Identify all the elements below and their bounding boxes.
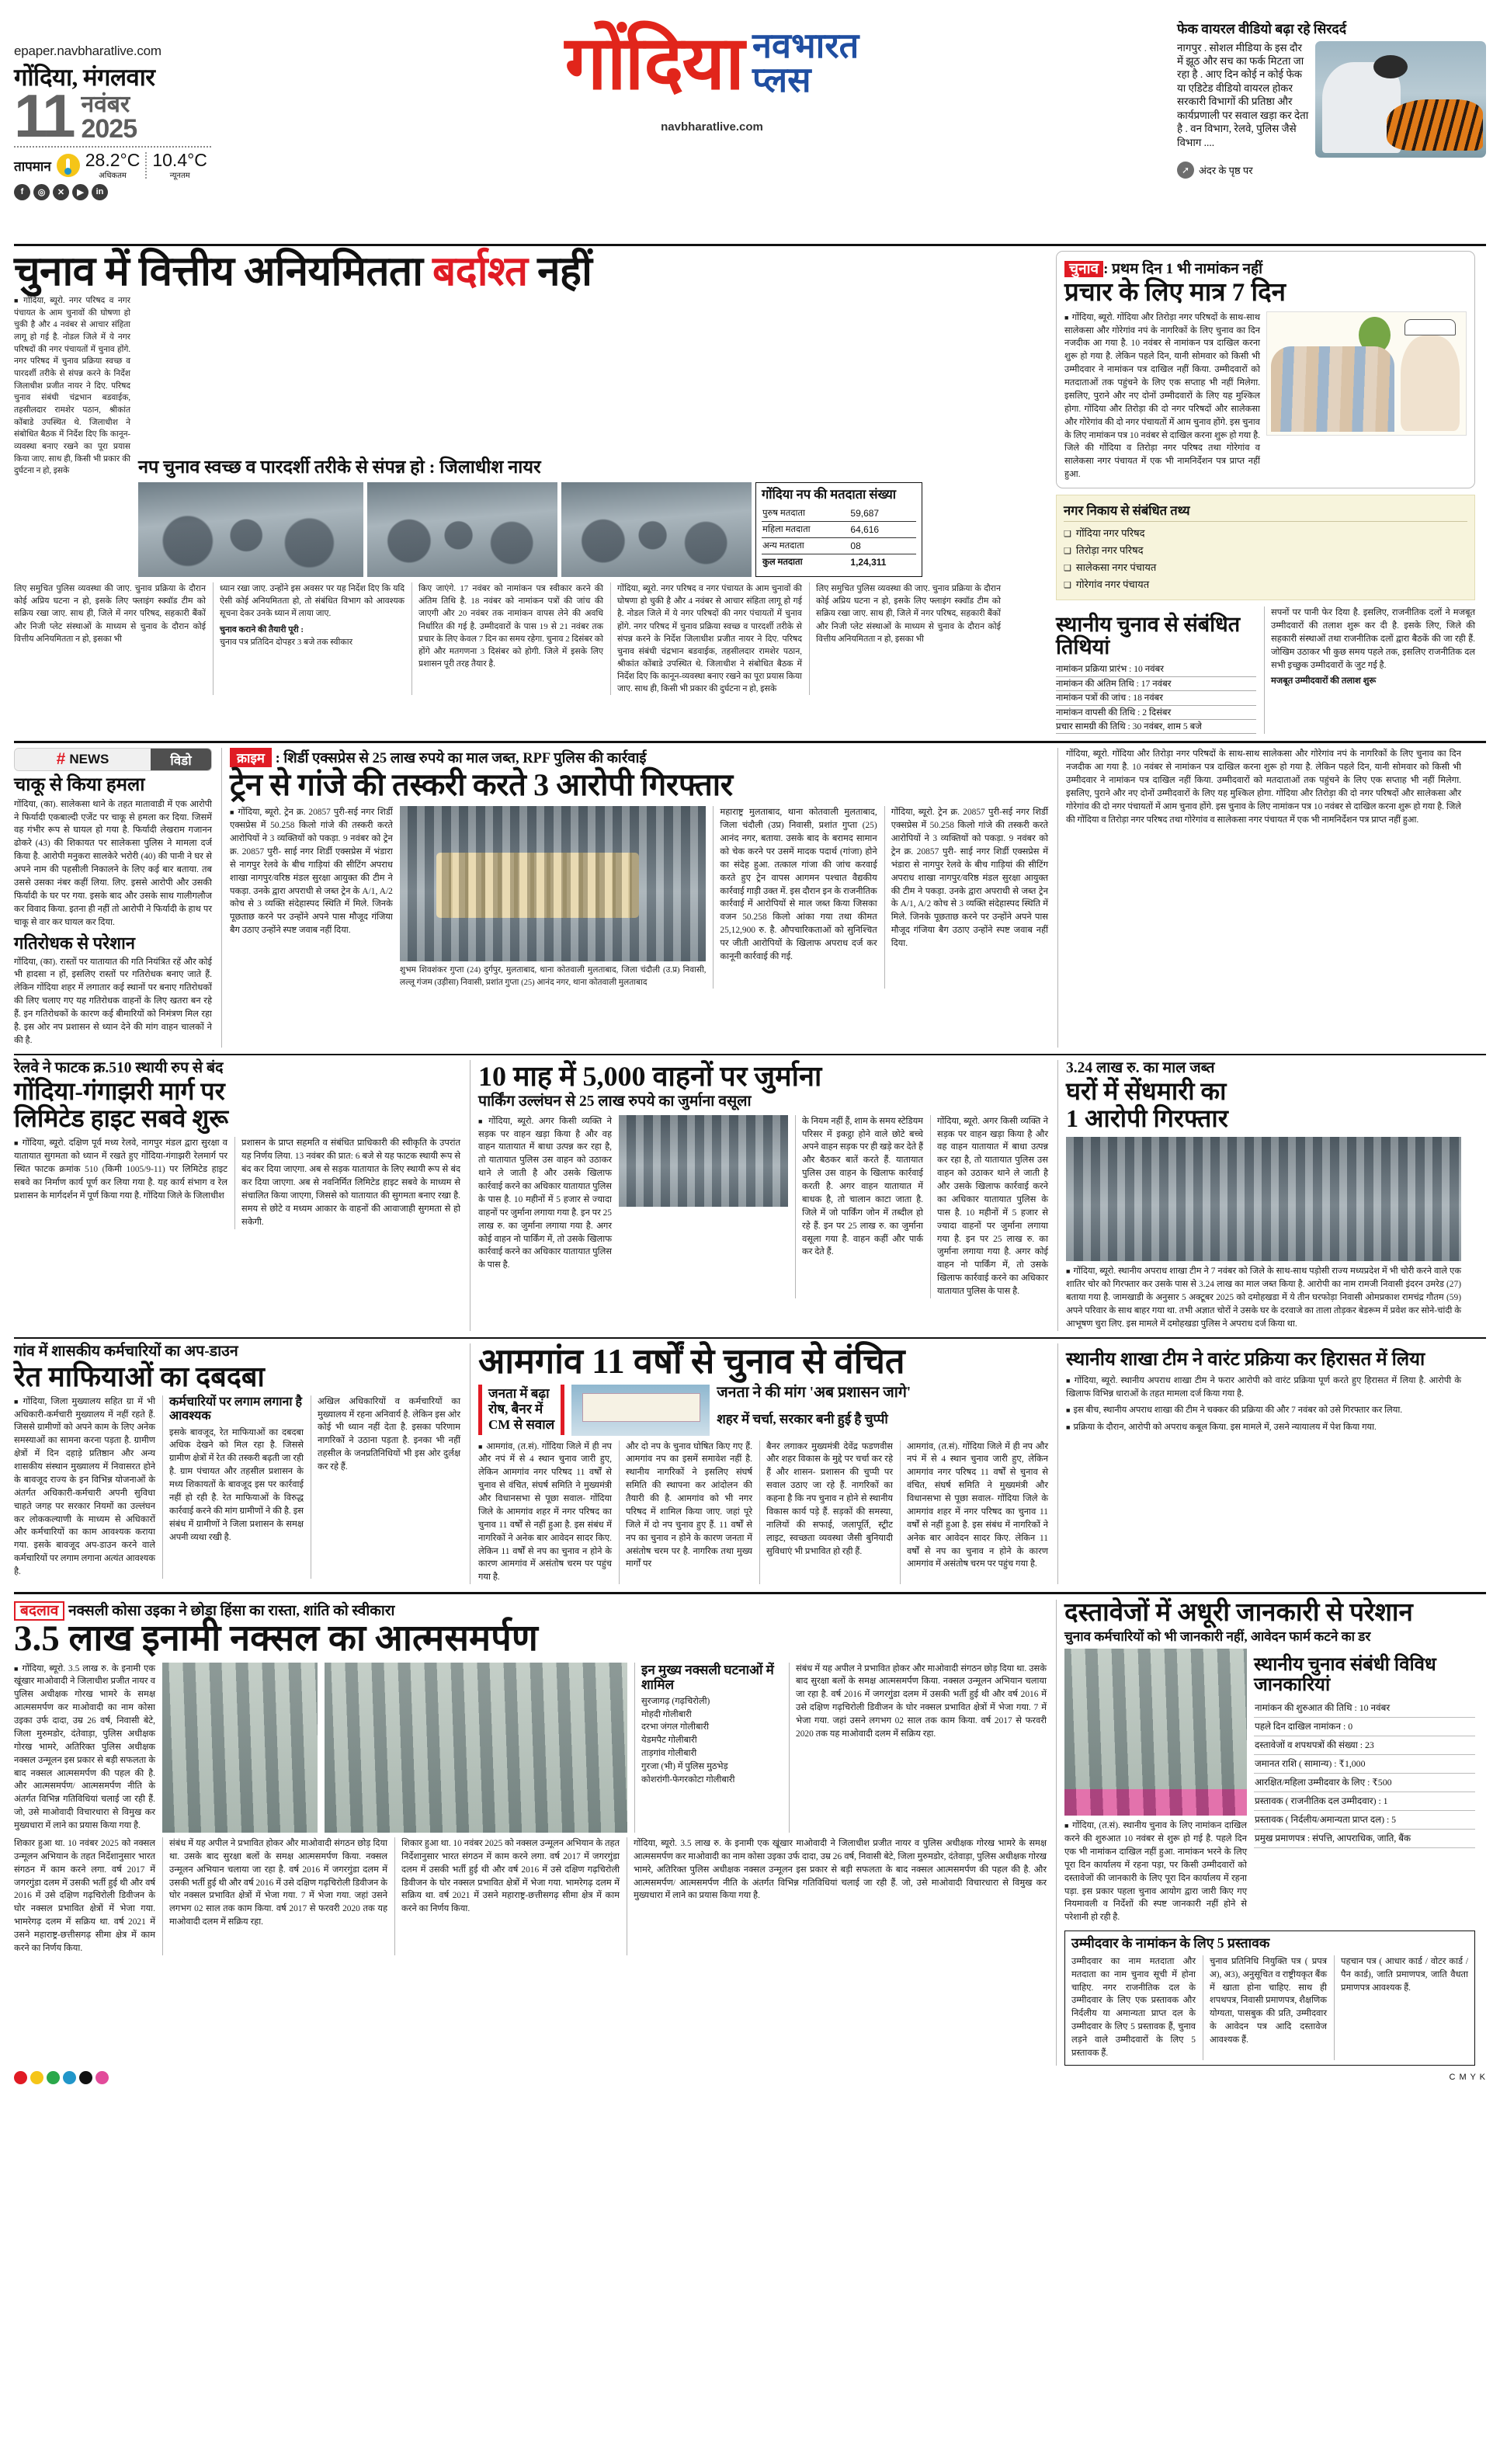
naxal-col-5: शिकार हुआ था. 10 नवंबर 2025 को नक्सल उन्मूलन अभियान के तहत निर्देशानुसार भारत संगठन में काम करने लगा. वर्ष 2017 में जगरगुंडा दलम में उसकी भर्ती हुई थी और वर्ष 2016 में उसे दक्षिण गढ़चिरोली डिवीजन के घोर नक्सल प्रभावित क्षेत्रों में भेजा गया. भामरेगढ़ दलम में सक्रिय था. वर्ष 2021 में उसने महाराष्ट्र-छत्तीसगढ़ सीमा क्षेत्र में काम करने का निर्णय किया. bbox=[401, 1838, 620, 1914]
masthead bbox=[14, 11, 1486, 244]
crime-photo bbox=[400, 806, 707, 961]
lead-headline: चुनाव में वित्तीय अनियमितता बर्दाश्त नहीं bbox=[14, 249, 592, 294]
lower-left-kicker: गांव में शासकीय कर्मचारियों का अप-डाउन bbox=[14, 1343, 238, 1360]
info-box-title: स्थानीय चुनाव संबंधी विविध जानकारियां bbox=[1254, 1655, 1436, 1696]
list-item: पहले दिन दाखिल नामांकन : 0 bbox=[1254, 1718, 1475, 1736]
list-item: ताड़गांव गोलीबारी bbox=[641, 1749, 697, 1759]
bottom-right-text: ■ गोंदिया, (त.सं). स्थानीय चुनाव के लिए नामांकन दाखिल करने की शुरुआत 10 नवंबर से शुरू हो गई है. पहले दिन एक भी नामांकन दाखिल नहीं हुआ. नामांकन भरने के लिए पूरा दिन कार्यालय में रहना पड़ा, पर किसी उम्मीदवारों को दस्तावेजों की जानकारी के लिए पूरा दिन कार्यालय में रहना पड़ा. इस प्रकार पहला चुनाव आयोग द्वारा जारी किए गए नियमावली व निर्देशों की स्पष्ट जानकारी नहीं होने से परेशानी हो रही है. bbox=[1064, 1819, 1247, 1924]
widget-text-2: गोंदिया, (का). रास्तों पर यातायात की गति नियंत्रित रहें और कोई भी हादसा न हों, इसलिए रास्तों पर गतिरोधक बनाए जाते हैं. लेकिन गोंदिया शहर में लगातार कई स्थानों पर बनाए गतिरोधकों की लिए चलाए गए यह गतिरोधक वाहनों के लिए खतरा बन रहे हैं. इन गतिरोधकों के कारण कई बीमारियों को निमंत्रण मिल रहा है. इस ओर नप प्रशासन से ध्यान देने की मांग वाहन चालकों ने की है. bbox=[14, 957, 212, 1045]
naxal-side-title: इन मुख्य नक्सली घटनाओं में शामिल bbox=[641, 1662, 774, 1692]
top-promo-text: नागपुर . सोशल मीडिया के इस दौर में झूठ और सच का फर्क मिटता जा रहा है . आए दिन कोई न कोई फेक या एडिटेड वीडियो वायरल होकर सरकारी विभागों की प्रतिष्ठा और कार्यप्रणाली पर सवाल खड़ा कर देता है . वन विभाग, रेलवे, पुलिस जैसे विभाग .... bbox=[1177, 41, 1309, 148]
callout-text-1: उम्मीदवार का नाम मतदाता और मतदाता का नाम चुनाव सूची में होना चाहिए. नगर राजनीतिक दल के उम्मीदवार के लिए एक प्रस्तावक और निर्दलीय या अमान्यता प्राप्त दल के उम्मीदवार के लिए 5 प्रस्तावक हैं, चुनाव लड़ने वाले उम्मीदवारों के लिए 5 प्रस्तावक हैं. bbox=[1071, 1956, 1196, 2058]
mid-right-kicker: 3.24 लाख रु. का माल जब्त bbox=[1066, 1059, 1215, 1076]
video-pill-label[interactable]: विडो bbox=[151, 749, 211, 770]
crime-photo-caption: शुभम शिवशंकर गुप्ता (24) दुर्गपुर, मुलताबाद, थाना कोतवाली मुलताबाद, जिला चंदौली (उ.प्र) निवासी, लल्लू गंजम (उड़ीसा) निवासी, प्रशांत गुप्ता (25) आनंद नगर, थाना कोतवाली मुलताबाद bbox=[399, 966, 707, 987]
masthead-left bbox=[14, 11, 247, 200]
bottom-right-subhead: चुनाव कर्मचारियों को भी जानकारी नहीं, आवेदन फार्म कटने का डर bbox=[1064, 1629, 1371, 1645]
list-item: आरक्षित/महिला उम्मीदवार के लिए : ₹500 bbox=[1254, 1774, 1475, 1792]
naxal-col-6: गोंदिया, ब्यूरो. 3.5 लाख रु. के इनामी एक खूंखार माओवादी ने जिलाधीश प्रजीत नायर व पुलिस अधीक्षक गोरख भामरे के समक्ष आत्मसमर्पण कर माओवादी का नाम कोसा उइका उर्फ दादा, उम्र 26 वर्ष, निवासी बेटे, जिला मुरुमडोर, दंतेवाड़ा, पुलिस अधीक्षक गोरख भामरे, अतिरिक्त पुलिस अधीक्षक नक्सल उन्मूलन इस प्रकार से बड़ी सफलता के बाद नक्सल आत्मसमर्पण की पहल की है. और आत्मसमर्पण/ आत्मसमर्पण नीति के अंतर्गत विभिन्न गतिविधियां चलाई जा रही हैं. जो, उसे माओवादी विचारधारा से विमुख कर मुख्यधारा में लाने का प्रयास किया गया है. bbox=[634, 1838, 1047, 1901]
table-row: महिला मतदाता 64,616 bbox=[762, 521, 916, 537]
aamgaon-redbox: जनता में बढ़ा रोष, बैनर में CM से सवाल bbox=[478, 1385, 564, 1435]
top-promo-box bbox=[1177, 11, 1486, 179]
thermometer-icon bbox=[57, 154, 80, 177]
temperature-label: तापमान bbox=[14, 158, 51, 174]
naxal-col-1: ■ गोंदिया, ब्यूरो. 3.5 लाख रु. के इनामी एक खूंखार माओवादी ने जिलाधीश प्रजीत नायर व पुलिस अधीक्षक गोरख भामरे के समक्ष आत्मसमर्पण कर माओवादी का नाम कोसा उइका उर्फ दादा, उम्र 26 वर्ष, निवासी बेटे, जिला मुरुमडोर, दंतेवाड़ा, पुलिस अधीक्षक गोरख भामरे, अतिरिक्त पुलिस अधीक्षक नक्सल उन्मूलन इस प्रकार से बड़ी सफलता के बाद नक्सल आत्मसमर्पण की पहल की है. और आत्मसमर्पण/ आत्मसमर्पण नीति के अंतर्गत विभिन्न गतिविधियां चलाई जा रही हैं. जो, उसे माओवादी विचारधारा से विमुख कर मुख्यधारा में लाने का प्रयास किया गया है. bbox=[14, 1663, 155, 1833]
mid-center-subhead: पार्किंग उल्लंघन से 25 लाख रुपये का जुर्माना वसूला bbox=[478, 1093, 752, 1110]
news-video-widget bbox=[14, 748, 212, 1047]
election-text: ■ गोंदिया, ब्यूरो. गोंदिया और तिरोड़ा नगर परिषदों के साथ-साथ सालेकसा और गोरेगांव नपं के नागरिकों के लिए चुनाव का दिन नजदीक आ गया है. 10 नवंबर से नामांकन पत्र दाखिल करना शुरू हो गया है. लेकिन पहले दिन, यानी सोमवार को किसी भी उम्मीदवार ने नामांकन पत्र दाखिल नहीं किया. उम्मीदवारों को मतदाताओं तक पहुंचने के लिए एक सप्ताह भी नहीं मिलेगा. इसलिए, पुराने और नए दोनों उम्मीदवारों के लिए यह मुश्किल होगा. गोंदिया और तिरोड़ा की दो नगर परिषदों और सालेकसा और गोरेगांव की दो नगर पंचायतों में आम चुनाव होंगे. इस चुनाव के लिए नामांकन पत्र 10 नवंबर से दाखिल करना शुरू हो गया है. जिले की गोंदिया व तिरोड़ा नगर परिषद तथा गोरेगांव व सालेकसा नगर पंचायत में एक भी नामनिर्देशन पत्र प्राप्त नहीं हुआ. bbox=[1064, 311, 1260, 481]
bottom-row bbox=[14, 1592, 1486, 2066]
date-block bbox=[14, 82, 247, 150]
naxal-photo-1 bbox=[162, 1663, 318, 1833]
aamgaon-headline: आमगांव 11 वर्षों से चुनाव से वंचित bbox=[478, 1341, 905, 1381]
table-row: अन्य मतदाता 08 bbox=[762, 537, 916, 554]
aamgaon-subhead: जनता ने की मांग 'अब प्रशासन जागे' bbox=[717, 1384, 911, 1401]
color-dot-magenta bbox=[95, 2071, 109, 2084]
list-item: दरभा जंगल गोलीबारी bbox=[641, 1722, 710, 1732]
list-item: ❑ गोरेगांव नगर पंचायत bbox=[1064, 577, 1467, 591]
crime-band bbox=[14, 741, 1486, 1047]
temp-min-label: न्यूनतम bbox=[169, 171, 190, 180]
naxal-photo-2 bbox=[325, 1663, 627, 1833]
mid-left-headline-2: लिमिटेड हाइट सबवे शुरू bbox=[14, 1104, 229, 1133]
mid-left-story bbox=[14, 1060, 460, 1331]
crime-col-4: गोंदिया, ब्यूरो. ट्रेन क्र. 20857 पुरी-सई नगर शिर्डी एक्सप्रेस में 50.258 किलो गांजे की तस्करी करते आरोपियों ने 3 व्यक्तियों को पकड़ा. 9 नवंबर को ट्रेन क्र. 20857 पुरी- साई नगर शिर्डी एक्सप्रेस में भंडारा से नागपुर रेलवे के बीच गाड़ियां की सीटिंग अपराध शाखा नागपुर/वरिष्ठ मंडल सुरक्षा आयुक्त की टीम ने पकड़ा. उनके द्वारा अपराधी से जब्त ट्रेन के A/1, A/2 कोच से 3 व्यक्ति संदेहास्पद स्थिति में मिले. जिनके पूछताछ करने पर उन्होंने अपने पास मौजूद गंजिया बैग उठाए उन्होंने स्पष्ट जवाब नहीं दिया. bbox=[884, 806, 1048, 989]
color-dot-yellow bbox=[30, 2071, 43, 2084]
civic-bodies-fact-box bbox=[1056, 495, 1475, 600]
election-cartoon bbox=[1266, 311, 1467, 436]
list-item: ❑ सालेकसा नगर पंचायत bbox=[1064, 560, 1467, 574]
mid-center-story bbox=[470, 1060, 1048, 1331]
list-item: मोहदी गोलीबारी bbox=[641, 1709, 692, 1719]
news-pill-label[interactable]: # NEWS bbox=[15, 749, 151, 770]
mid-left-col-1: ■ गोंदिया, ब्यूरो. दक्षिण पूर्व मध्य रेलवे, नागपुर मंडल द्वारा सुरक्षा व यातायात सुगमता को ध्यान में रखते हुए गोंदिया-गंगाझरी रेलमार्ग पर स्थित फाटक क्रमांक 510 (किमी 1005/9-11) पर लिमिटेड हाइट सबवे का निर्माण कार्य पूर्ण कर लिया गया है. यह कार्य संभाग व रेल प्रशासन के मार्गदर्शन में पूर्ण किया गया है. गोंदिया जिले के जिलाधीश bbox=[14, 1137, 227, 1229]
lead-subhead: नप चुनाव स्वच्छ व पारदर्शी तरीके से संपन्न हो : जिलाधीश नायर bbox=[138, 457, 541, 478]
list-item: जमानत राशि ( सामान्य) : ₹1,000 bbox=[1254, 1755, 1475, 1774]
lead-col-2: ध्यान रखा जाए. उन्होंने इस अवसर पर यह निर्देश दिए कि यदि ऐसी कोई अनियमितता हो, तो संबंधित विभाग को आवश्यक सूचना देकर उनके ध्यान में लाया जाए. चुनाव कराने की तैयारी पूरी : चुनाव पत्र प्रतिदिन दोपहर 3 बजे तक स्वीकार bbox=[213, 582, 405, 695]
lead-photo-2 bbox=[367, 482, 557, 577]
aamgaon-col-4: आमगांव, (त.सं). गोंदिया जिले में ही नप और नपं में से 4 स्थान चुनाव जारी हुए, लेकिन आमगांव नगर परिषद 11 वर्षों से चुनाव से वंचित, संघर्ष समिति ने मुख्यमंत्री और विधानसभा से पूछा सवाल- गोंदिया जिले के आमगांव शहर में नगर परिषद का चुनाव 11 वर्षों से नहीं हुआ है. इस संबंध में नागरिकों ने अनेक बार आवेदन सादर किए. लेकिन 11 वर्षों से नप का चुनाव न होने के कारण आमगांव में असंतोष चरम पर पहुंच गया है. bbox=[907, 1441, 1048, 1569]
naxal-story bbox=[14, 1600, 1047, 2066]
naxal-side-list bbox=[634, 1663, 782, 1833]
fact-list bbox=[1064, 526, 1467, 591]
crime-col-3: महाराष्ट्र मुलताबाद, थाना कोतवाली मुलताबाद, जिला चंदौली (उप्र) निवासी, प्रशांत गुप्ता (25) आनंद नगर, बताया. उसके बाद के बरामद सामान को चेक करने पर उसमें मादक पदार्थ (गांजा) होने का संदेह हुआ. तत्काल गांजा की जांच करवाई करते हुए ट्रेन वापस आगमन पश्चात वैद्यकीय कार्रवाई गाड़ी उक्त में. इस दौरान इन के राजनीतिक कार्रवाई में आरोपियों से माल जब्त किया जिसका वजन 50.258 किलो आंका गया तथा कीमत 25,12,900 रु. है. औपचारिकताओं को सुनिश्चित पर जीती आरोपियों के खिलाफ अपराध दर्ज कर कानूनी कार्रवाई की गई. bbox=[713, 806, 877, 989]
mid-center-photo bbox=[619, 1115, 788, 1207]
lower-left-headline: रेत माफियाओं का दबदबा bbox=[14, 1361, 265, 1392]
info-box-list bbox=[1254, 1699, 1475, 1848]
list-item: दस्तावेजों व शपथपत्रों की संख्या : 23 bbox=[1254, 1736, 1475, 1755]
list-item: प्रचार सामग्री की तिथि : 30 नवंबर, शाम 5 बजे bbox=[1056, 720, 1256, 734]
top-promo-footer: अंदर के पृष्ठ पर bbox=[1199, 164, 1253, 176]
top-promo-headline: फेक वायरल वीडियो बढ़ा रहे सिरदर्द bbox=[1177, 21, 1347, 36]
fact-box-title: नगर निकाय से संबंधित तथ्य bbox=[1064, 501, 1467, 522]
mid-row bbox=[14, 1054, 1486, 1331]
tiger-photo bbox=[1315, 41, 1486, 158]
linkedin-icon[interactable]: in bbox=[92, 184, 108, 200]
lead-col-4: गोंदिया, ब्यूरो. नगर परिषद व नगर पंचायत के आम चुनावों की घोषणा हो चुकी है और 4 नवंबर से आचार संहिता लागू हो गई है. नोडल जिले में ये नगर परिषदों की नगर पंचायतों में चुनाव होंगे. नगर परिषद में चुनाव प्रक्रिया स्वच्छ व पारदर्शी तरीके से संपन्न करने के निर्देश जिलाधीश प्रजीत नायर ने दिए. परिषद चुनाव संबंधी चंद्रभान बडवाईक, तहसीलदार रामशेर पठान, श्रीकांत कोंबाडे उपस्थित थे. जिलाधीश ने संबोधित बैठक में निर्देश दिए कि कानून-व्यवस्था बनाए रखने का पूरा प्रयास किया जाए. साथ ही, किसी भी प्रकार की दुर्घटना न हो, इसके bbox=[610, 582, 802, 695]
lead-col-1: लिए समुचित पुलिस व्यवस्था की जाए. चुनाव प्रक्रिया के दौरान कोई अप्रिय घटना न हो, इसके लिए फ्लाइंग स्क्वॉड टीम को सक्रिय रखा जाए. साथ ही, जिले में नगर परिषद, सहकारी बैंकों और निजी प्लेट संस्थाओं के माध्यम से चुनाव के दौरान कोई वित्तीय अनियमितता न हो, इसका भी bbox=[14, 584, 206, 644]
color-dot-red bbox=[14, 2071, 27, 2084]
masthead-logo bbox=[247, 11, 1177, 134]
widget-text-1: गोंदिया, (का). सालेकसा थाने के तहत मातावाडी में एक आरोपी ने फिर्यादी एकबाल्दी एजेंट पर चाकू से हमला कर दिया. जिसमें वह गंभीर रूप से घायल हो गया है. फिर्यादी लेखराम गजानन ढोकरे (43) की शिकायत पर सालेकसा पुलिस ने मामला दर्ज किया है. आरोपी मनुकरा सालकेरे भरोरी (40) की पानी ने घर से अपने नाम की पहसीली निकालने के लिए कई बार बताया. तब उससे उसका नंबर कहीं लिया. लिए. इससे आरोपी और उसकी फिर्यादी के घर पर गया. इसके बाद और उसके साथ गालीगलौज कर विवाद किया. इतना ही नहीं तो आरोपी ने फिर्यादी के हाथ पर चाकू से वार कर घायल कर दिया. bbox=[14, 799, 212, 927]
naxal-tag: बदलाव bbox=[14, 1601, 64, 1621]
election-headline: प्रचार के लिए मात्र 7 दिन bbox=[1064, 279, 1286, 307]
table-row: कुल मतदाता 1,24,311 bbox=[762, 556, 887, 568]
news-video-pill[interactable] bbox=[14, 748, 212, 771]
weather-block bbox=[14, 151, 247, 180]
crime-tag: क्राइम bbox=[230, 748, 272, 767]
lower-left-col-3: अखिल अधिकारियों व कर्मचारियों का मुख्यालय में रहना अनिवार्य है. लेकिन इस ओर कोई भी ध्यान नहीं देता है. इसका परिणाम नागरिकों ने उठाना पड़ता है. इनका भी नहीं तहसील के जनप्रतिनिधियों भी इस ओर दुर्लक्ष कर रहे हैं. bbox=[318, 1396, 460, 1472]
election-dates-row bbox=[1056, 606, 1475, 734]
election-kicker: चुनाव : प्रथम दिन 1 भी नामांकन नहीं bbox=[1064, 258, 1467, 278]
voter-stats-title: गोंदिया नप की मतदाता संख्या bbox=[762, 487, 897, 502]
logo-navbharat: नवभारत bbox=[752, 26, 859, 66]
callout-title: उम्मीदवार के नामांकन के लिए 5 प्रस्तावक bbox=[1071, 1935, 1270, 1951]
lead-photo-1 bbox=[138, 482, 363, 577]
arrow-icon: ➚ bbox=[1177, 162, 1194, 179]
color-dot-green bbox=[47, 2071, 60, 2084]
list-item: सुरजागढ़ (गढ़चिरोली) bbox=[641, 1696, 710, 1706]
list-item: नामांकन की अंतिम तिथि : 17 नवंबर bbox=[1056, 677, 1256, 691]
mid-right-headline-1: घरों में सेंधमारी का bbox=[1066, 1076, 1227, 1105]
crime-kicker: क्राइम : शिर्डी एक्सप्रेस से 25 लाख रुपये का माल जब्त, RPF पुलिस की कार्रवाई bbox=[230, 748, 1048, 767]
naxal-headline: 3.5 लाख इनामी नक्सल का आत्मसमर्पण bbox=[14, 1618, 538, 1659]
list-item: नामांकन वापसी की तिथि : 2 दिसंबर bbox=[1056, 706, 1256, 720]
crime-story bbox=[221, 748, 1048, 1047]
proposers-callout bbox=[1064, 1931, 1475, 2066]
website-url[interactable]: navbharatlive.com bbox=[661, 120, 763, 134]
warrant-box bbox=[1057, 1343, 1461, 1584]
list-item: नामांकन पत्रों की जांच : 18 नवंबर bbox=[1056, 691, 1256, 705]
lead-byline: ■ गोंदिया, ब्यूरो. नगर परिषद व नगर पंचायत के आम चुनावों की घोषणा हो चुकी है और 4 नवंबर से आचार संहिता लागू हो गई है. नोडल जिले में ये नगर परिषदों की नगर पंचायतों में चुनाव होंगे. नगर परिषद में चुनाव प्रक्रिया स्वच्छ व पारदर्शी तरीके से संपन्न करने के निर्देश जिलाधीश प्रजीत नायर ने दिए. परिषद चुनाव संबंधी चंद्रभान बडवाईक, तहसीलदार रामशेर पठान, श्रीकांत कोंबाडे उपस्थित थे. जिलाधीश ने संबोधित बैठक में निर्देश दिए कि कानून-व्यवस्था बनाए रखने का पूरा प्रयास किया जाए. साथ ही, किसी भी प्रकार की दुर्घटना न हो, इसके bbox=[14, 295, 130, 478]
list-item: ❑ तिरोड़ा नगर परिषद bbox=[1064, 543, 1467, 557]
lower-left-story bbox=[14, 1343, 460, 1584]
callout-text-3: पहचान पत्र ( आधार कार्ड / वोटर कार्ड / पैन कार्ड), जाति प्रमाणपत्र, जाति वैधता प्रमाणपत्र आवश्यक हैं. bbox=[1341, 1956, 1468, 1993]
mid-center-col-2: के नियम नहीं हैं, शाम के समय स्टेडियम परिसर में इकट्ठा होने वाले छोटे बच्चे अपने वाहन सड़क पर ही खड़े कर देते हैं और बैठकर बातें करते हैं. यातायात पुलिस उस वाहन के खिलाफ कार्रवाई करती है. अगर वाहन यातायात में बाधक है, तो चालान काटा जाता है. जिले में जो पार्किंग जोन में तब्दील हो रहे हैं. इन पर 25 लाख रु. का जुर्माना वसूला गया है. वाहन कहीं और पार्क कर देते हैं. bbox=[802, 1116, 924, 1257]
bottom-right-photo bbox=[1064, 1649, 1247, 1816]
lead-headline-accent: बर्दाश्त bbox=[432, 249, 528, 294]
list-item: कोशरांगी-फेगरकोटा गोलीबारी bbox=[641, 1774, 735, 1785]
mid-left-headline-1: गोंदिया-गंगाझरी मार्ग पर bbox=[14, 1076, 225, 1105]
lower-row bbox=[14, 1337, 1486, 1584]
aamgaon-col-1: ■ आमगांव, (त.सं). गोंदिया जिले में ही नप और नपं में से 4 स्थान चुनाव जारी हुए, लेकिन आमगांव नगर परिषद 11 वर्षों से चुनाव से वंचित, संघर्ष समिति ने मुख्यमंत्री और विधानसभा से पूछा सवाल- गोंदिया जिले के आमगांव शहर में नगर परिषद का चुनाव 11 वर्षों से नहीं हुआ है. इस संबंध में नागरिकों ने अनेक बार आवेदन सादर किए. लेकिन 11 वर्षों से नप का चुनाव न होने के कारण आमगांव में असंतोष चरम पर पहुंच गया है. bbox=[478, 1441, 612, 1585]
naxal-col-2: संबंध में यह अपील ने प्रभावित होकर और माओवादी संगठन छोड़ दिया था. उसके बाद सुरक्षा बलों के समक्ष आत्मसमर्पण किया. नक्सल उन्मूलन अभियान चलाया जा रहा है. वर्ष 2016 में जगरगुंडा दलम में उसकी भर्ती हुई थी और वर्ष 2016 में उसे दक्षिण गढ़चिरोली डिवीजन के घोर नक्सल प्रभावित क्षेत्रों में भेजा गया. 7 में भेजा गया. जहां उसने लगभग 02 साल तक काम किया. वर्ष 2017 से फरवरी 2020 तक यह माओवादी दलम में सक्रिय रहा. bbox=[796, 1663, 1047, 1739]
lower-left-col-1: ■ गोंदिया, जिला मुख्यालय सहित ग्रा में भी अधिकारी-कर्मचारी मुख्यालय में नहीं रहते हैं. जिससे ग्रामीणों को अपने काम के लिए अनेक समस्याओं का सामना करना पड़ता है. ग्रामीण क्षेत्रों में दिन दहाड़े प्रतिष्ठान और अन्य शासकीय संस्थान मुख्यालय में निवासरत होने के बावजूद राज्य के इन विभिन्न योजनाओं के अंतर्गत अधिकारी-कर्मचारी अपनी सुविधा चाहते जगह पर सरकार नियमों का उल्लंघन कर लोककल्याणी के माध्यम से अधिकारों और कर्मचारियों का काम आवश्यक कराया गया. इसके बावजूद अप-डाउन करने वाले कर्मचारियों पर लगाम लगाना अत्यंत आवश्यक है. bbox=[14, 1395, 155, 1579]
list-item: नामांकन की शुरुआत की तिथि : 10 नवंबर bbox=[1254, 1699, 1475, 1718]
warrant-headline: स्थानीय शाखा टीम ने वारंट प्रक्रिया कर हिरासत में लिया bbox=[1066, 1349, 1425, 1370]
naxal-kicker: बदलाव नक्सली कोसा उइका ने छोड़ा हिंसा का रास्ता, शांति को स्वीकारा bbox=[14, 1600, 1047, 1620]
instagram-icon[interactable]: ◎ bbox=[33, 184, 50, 200]
color-dot-blue bbox=[63, 2071, 76, 2084]
election-kicker-tag: चुनाव bbox=[1064, 261, 1103, 277]
footer-color-bar bbox=[14, 2071, 1486, 2084]
aamgaon-subhead-2: शहर में चर्चा, सरकार बनी हुई है चुप्पी bbox=[717, 1412, 888, 1427]
bottom-right-story bbox=[1056, 1600, 1475, 2066]
aamgaon-col-2: और दो नप के चुनाव घोषित किए गए हैं. आमगांव नप का इसमें समावेश नहीं है. स्थानीय नागरिकों ने इसलिए संघर्ष समिति की स्थापना कर आंदोलन की तैयारी की है. आमगांव को भी नगर परिषद में शामिल किया जाए. जहां पूरे जिले में दो नप चुनाव हुए हैं. 11 वर्षों से नप का चुनाव न होने के कारण जनता में असंतोष चरम पर है. नागरिक तथा मुख्य मार्गों पर bbox=[626, 1441, 752, 1569]
list-item: प्रस्तावक ( निर्दलीय/अमान्यता प्राप्त दल) : 5 bbox=[1254, 1811, 1475, 1830]
warrant-bullet-1: ■ इस बीच, स्थानीय अपराध शाखा की टीम ने चक्कर की प्रक्रिया की और 7 नवंबर को उसे गिरफ्तार कर लिया. bbox=[1066, 1404, 1461, 1417]
masthead-rule bbox=[14, 244, 1486, 246]
list-item: येडमपैट गोलीबारी bbox=[641, 1736, 697, 1746]
mid-center-col-3: गोंदिया, ब्यूरो. अगर किसी व्यक्ति ने सड़क पर वाहन खड़ा किया है और वह वाहन यातायात में बाधा उत्पन्न कर रहा है, तो यातायात पुलिस उस वाहन को उठाकर थाने ले जाती है और उसके खिलाफ कार्रवाई करने का अधिकार यातायात पुलिस के पास है. 10 महीनों में 5 हजार से ज्यादा वाहनों पर जुर्माना लगाया गया है. इन पर 25 लाख रु. का जुर्माना लगाया गया है. अगर कोई वाहन नो पार्किंग में, तो उसके खिलाफ कार्रवाई करने का अधिकार यातायात पुलिस के पास है. bbox=[937, 1116, 1048, 1297]
mid-right-story bbox=[1057, 1060, 1461, 1331]
edition-city-day: गोंदिया, मंगलवार bbox=[14, 64, 155, 91]
lead-story bbox=[14, 251, 1047, 734]
lower-left-col-2: इसके बावजूद, रेत माफियाओं का दबदबा अधिक देखने को मिल रहा है. जिससे ग्रामीण क्षेत्रों में रेत की तस्करी बढ़ती जा रही है. ग्राम पंचायत और तहसील प्रशासन के मध्य शिकायतों के बावजूद इस पर कार्रवाई नहीं हो रही है. रेत माफियाओं के विरुद्ध कार्रवाई करने की मांग ग्रामीणों ने की है. इस संबंध में ग्रामीणों ने जिला प्रशासन के समक्ष अपनी व्यथा रखी है. bbox=[169, 1427, 304, 1542]
list-item: गुरजा (भी) में पुलिस मुठभेड़ bbox=[641, 1762, 728, 1772]
date-day: 11 bbox=[14, 82, 74, 150]
lead-photo-3 bbox=[561, 482, 752, 577]
temp-separator bbox=[145, 152, 147, 179]
election-dates-title: स्थानीय चुनाव से संबंधित तिथियां bbox=[1056, 613, 1241, 659]
naxal-col-3: शिकार हुआ था. 10 नवंबर 2025 को नक्सल उन्मूलन अभियान के तहत निर्देशानुसार भारत संगठन में काम करने लगा. वर्ष 2017 में जगरगुंडा दलम में उसकी भर्ती हुई थी और वर्ष 2016 में उसे दक्षिण गढ़चिरोली डिवीजन के घोर नक्सल प्रभावित क्षेत्रों में भेजा गया. भामरेगढ़ दलम में सक्रिय था. वर्ष 2021 में उसने महाराष्ट्र-छत्तीसगढ़ सीमा क्षेत्र में काम करने का निर्णय किया. bbox=[14, 1838, 155, 1953]
aamgaon-story bbox=[470, 1343, 1048, 1584]
date-year: 2025 bbox=[81, 113, 137, 144]
x-twitter-icon[interactable]: ✕ bbox=[53, 184, 69, 200]
list-item: प्रमुख प्रमाणपत्र : संपत्ति, आपराधिक, जाति, बैंक bbox=[1254, 1830, 1475, 1848]
registration-mark: C M Y K bbox=[1449, 2073, 1486, 2083]
widget-headline-1: चाकू से किया हमला bbox=[14, 775, 145, 796]
epaper-url[interactable]: epaper.navbharatlive.com bbox=[14, 43, 161, 58]
widget-headline-2: गतिरोधक से परेशान bbox=[14, 933, 135, 954]
crime-headline: ट्रेन से गांजे की तस्करी करते 3 आरोपी गिरफ्तार bbox=[230, 767, 733, 803]
election-rail-box bbox=[1056, 251, 1475, 488]
callout-text-2: चुनाव प्रतिनिधि नियुक्ति पत्र ( प्रपत्र अ), अ3), अनुसूचित व राष्ट्रीयकृत बैंक में खाता होना चाहिए. साथ ही शपथपत्र, निवासी प्रमाणपत्र, शैक्षणिक योग्यता, पासबुक की प्रति, उम्मीदवार के आवेदन पत्र आदि दस्तावेज आवश्यक हैं. bbox=[1210, 1956, 1327, 2045]
youtube-icon[interactable]: ▶ bbox=[72, 184, 89, 200]
temp-max-label: अधिकतम bbox=[99, 171, 127, 180]
aamgaon-col-3: बैनर लगाकर मुख्यमंत्री देवेंद्र फडणवीस और शहर विकास के मुद्दे पर चर्चा कर रहे हैं और शासन- प्रशासन की चुप्पी पर सवाल उठाए जा रहे हैं. नागरिकों का कहना है कि नप चुनाव न होने से स्थानीय विकास कार्य पड़े हैं. सड़कों की समस्या, नालियों की सफाई, जलापूर्ति, स्ट्रीट लाइट, स्वच्छता व्यवस्था जैसी बुनियादी सुविधाएं भी प्रभावित हो रही हैं. bbox=[766, 1441, 893, 1556]
voter-stats-box bbox=[755, 482, 922, 577]
list-item: ❑ गोंदिया नगर परिषद bbox=[1064, 526, 1467, 540]
bottom-right-headline: दस्तावेजों में अधूरी जानकारी से परेशान bbox=[1064, 1599, 1413, 1628]
naxal-col-4: संबंध में यह अपील ने प्रभावित होकर और माओवादी संगठन छोड़ दिया था. उसके बाद सुरक्षा बलों के समक्ष आत्मसमर्पण किया. नक्सल उन्मूलन अभियान चलाया जा रहा है. वर्ष 2016 में जगरगुंडा दलम में उसकी भर्ती हुई थी और वर्ष 2016 में उसे दक्षिण गढ़चिरोली डिवीजन के घोर नक्सल प्रभावित क्षेत्रों में भेजा गया. 7 में भेजा गया. जहां उसने लगभग 02 साल तक काम किया. वर्ष 2017 से फरवरी 2020 तक यह माओवादी दलम में सक्रिय रहा. bbox=[169, 1838, 387, 1927]
lead-col-5: लिए समुचित पुलिस व्यवस्था की जाए. चुनाव प्रक्रिया के दौरान कोई अप्रिय घटना न हो, इसके लिए फ्लाइंग स्क्वॉड टीम को सक्रिय रखा जाए. साथ ही, जिले में नगर परिषद, सहकारी बैंकों और निजी प्लेट संस्थाओं के माध्यम से चुनाव के दौरान कोई वित्तीय अनियमितता न हो, इसका भी bbox=[809, 582, 1001, 695]
mid-right-photo bbox=[1066, 1137, 1461, 1261]
temp-max-value: 28.2°C bbox=[85, 149, 141, 170]
lower-left-sidenote: कर्मचारियों पर लगाम लगाना है आवश्यक bbox=[169, 1395, 302, 1423]
date-month: नवंबर bbox=[81, 91, 130, 117]
lead-columns bbox=[14, 582, 1047, 695]
election-rail bbox=[1056, 251, 1475, 734]
hash-icon: # bbox=[56, 750, 66, 769]
mid-right-headline-2: 1 आरोपी गिरफ्तार bbox=[1066, 1104, 1228, 1133]
logo-plus: प्लस bbox=[752, 60, 811, 99]
lead-row bbox=[14, 251, 1486, 734]
lead-col-3: किए जाएंगे. 17 नवंबर को नामांकन पत्र स्वीकार करने की अंतिम तिथि है. 18 नवंबर को नामांकन पत्रों की जांच की जाएगी और 20 नवंबर तक नामांकन वापस लेने की अवधि निर्धारित की गई है. उम्मीदवारों के पास 19 से 21 नवंबर तक प्रचार के लिए केवल 7 दिन का समय रहेगा. चुनाव 2 दिसंबर को होंगे और मतगणना 3 दिसंबर को होगी. जिले में इसके लिए प्रशासन पूरी तरह तैयार है. bbox=[411, 582, 603, 695]
list-item: नामांकन प्रक्रिया प्रारंभ : 10 नवंबर bbox=[1056, 662, 1256, 676]
table-row: पुरुष मतदाता 59,687 bbox=[762, 506, 916, 522]
election-closing-sub: मजबूत उम्मीदवारों की तलाश शुरू bbox=[1271, 676, 1377, 686]
voter-stats-table bbox=[762, 506, 916, 570]
rail-continuation: गोंदिया, ब्यूरो. गोंदिया और तिरोड़ा नगर परिषदों के साथ-साथ सालेकसा और गोरेगांव नपं के नागरिकों के लिए चुनाव का दिन नजदीक आ गया है. 10 नवंबर से नामांकन पत्र दाखिल करना शुरू हो गया है. लेकिन पहले दिन, यानी सोमवार को किसी भी उम्मीदवार ने नामांकन पत्र दाखिल नहीं किया. उम्मीदवारों को मतदाताओं तक पहुंचने के लिए एक सप्ताह भी नहीं मिलेगा. इसलिए, पुराने और नए दोनों उम्मीदवारों के लिए यह मुश्किल होगा. गोंदिया और तिरोड़ा की दो नगर परिषदों और सालेकसा और गोरेगांव की दो नगर पंचायतों में आम चुनाव होंगे. इस चुनाव के लिए नामांकन पत्र 10 नवंबर से दाखिल करना शुरू हो गया है. जिले की गोंदिया व तिरोड़ा नगर परिषद तथा गोरेगांव व सालेकसा नगर पंचायत में एक भी नामनिर्देशन पत्र प्राप्त नहीं हुआ. bbox=[1057, 748, 1461, 1047]
mid-right-text: ■ गोंदिया, ब्यूरो. स्थानीय अपराध शाखा टीम ने 7 नवंबर को जिले के साथ-साथ पड़ोसी राज्य मध्यप्रदेश में भी चोरी करने वाले एक शातिर चोर को गिरफ्तार कर उसके पास से 3.24 लाख का माल जब्त किया है. आरोपी का नाम रामजी निवासी इंदरन उमरेड (27) बताया गया है. जामखाडी के अनुसार 5 अक्टूबर 2025 को दमोहखडा में ये तीन घरफोड़ा निवासी ओमप्रकाश रामचंद्र गौतम (59) अपने परिवार के साथ बाहर गया था. तभी अज्ञात चोरों ने उसके घर के दरवाजे का ताला तोड़कर बेडरूम में प्रवेश कर सोने-चांदी के आभूषण चुरा लिए. इस मामले में दमोहखडा पुलिस ने अपराध दर्ज किया था. bbox=[1066, 1265, 1461, 1330]
aamgaon-banner-photo bbox=[571, 1385, 710, 1436]
election-closing-text: सपनों पर पानी फेर दिया है. इसलिए, राजनीतिक दलों ने मजबूत उम्मीदवारों की तलाश शुरू कर दी है. इसके लिए, जिले की सहकारी संस्थाओं तथा राजनीतिक दलों द्वारा बैठकें की जा रही हैं. जोखिम उठाकर भी कुछ समय पहले तक, इसलिए राजनीतिक दल सभी इच्छुक उम्मीदवारों के जुट गई है. bbox=[1271, 608, 1475, 670]
warrant-bullet-2: ■ प्रक्रिया के दौरान, आरोपी को अपराध कबूल किया. इस मामले में, उसने न्यायालय में पेश किया गया. bbox=[1066, 1421, 1461, 1434]
warrant-text: ■ गोंदिया, ब्यूरो. स्थानीय अपराध शाखा टीम ने फरार आरोपी को वारंट प्रक्रिया पूर्ण करते हुए हिरासत में लिया है. आरोपी के खिलाफ विभिन्न धाराओं के तहत मामला दर्ज किया गया है. bbox=[1066, 1374, 1461, 1401]
mid-left-kicker: रेलवे ने फाटक क्र.510 स्थायी रुप से बंद bbox=[14, 1059, 224, 1076]
crime-col-1: ■ गोंदिया, ब्यूरो. ट्रेन क्र. 20857 पुरी-सई नगर शिर्डी एक्सप्रेस में 50.258 किलो गांजे की तस्करी करते आरोपियों ने 3 व्यक्तियों को पकड़ा. 9 नवंबर को ट्रेन क्र. 20857 पुरी- साई नगर शिर्डी एक्सप्रेस में भंडारा से नागपुर रेलवे के बीच गाड़ियां की सीटिंग अपराध शाखा नागपुर/वरिष्ठ मंडल सुरक्षा आयुक्त की टीम ने पकड़ा. उनके द्वारा अपराधी से जब्त ट्रेन के A/1, A/2 कोच से 3 व्यक्ति संदेहास्पद स्थिति में मिले. जिनके पूछताछ करने पर उन्होंने अपने पास मौजूद गंजिया बैग उठाए उन्होंने स्पष्ट जवाब नहीं दिया. bbox=[230, 806, 393, 989]
election-dates-list bbox=[1056, 662, 1256, 734]
mid-center-col-1: ■ गोंदिया, ब्यूरो. अगर किसी व्यक्ति ने सड़क पर वाहन खड़ा किया है और वह वाहन यातायात में बाधा उत्पन्न कर रहा है, तो यातायात पुलिस उस वाहन को उठाकर थाने ले जाती है और उसके खिलाफ कार्रवाई करने का अधिकार यातायात पुलिस के पास है. 10 महीनों में 5 हजार से ज्यादा वाहनों पर जुर्माना लगाया गया है. इन पर 25 लाख रु. का जुर्माना लगाया गया है. अगर कोई वाहन नो पार्किंग में, तो उसके खिलाफ कार्रवाई करने का अधिकार यातायात पुलिस के पास है. bbox=[478, 1115, 612, 1298]
color-dot-black bbox=[79, 2071, 92, 2084]
logo-gondia: गोंदिया bbox=[564, 22, 743, 105]
facebook-icon[interactable]: f bbox=[14, 184, 30, 200]
social-links[interactable] bbox=[14, 184, 247, 200]
mid-left-col-2: प्रशासन के प्राप्त सहमति व संबंधित प्राधिकारी की स्वीकृति के उपरांत यह निर्णय लिया. 13 नवंबर की प्रात: 6 बजे से यह फाटक स्थायी रूप से बंद कर दिया जाएगा. अब से सड़क यातायात के लिए स्थायी रूप से बंद कर दिया जाएगा. अब से नवनिर्मित लिमिटेड हाइट सबवे के माध्यम से संचालित किया जाएगा, जिससे को यातायात की सुगमता बनाए रखा है. समय से छोटे व मध्यम आकार के वाहनों की आवाजाही सुगमता से हो सकेगी. bbox=[241, 1138, 460, 1227]
list-item: प्रस्तावक ( राजनीतिक दल उम्मीदवार) : 1 bbox=[1254, 1792, 1475, 1811]
temp-min-value: 10.4°C bbox=[152, 149, 207, 170]
mid-center-headline: 10 माह में 5,000 वाहनों पर जुर्माना bbox=[478, 1060, 822, 1092]
